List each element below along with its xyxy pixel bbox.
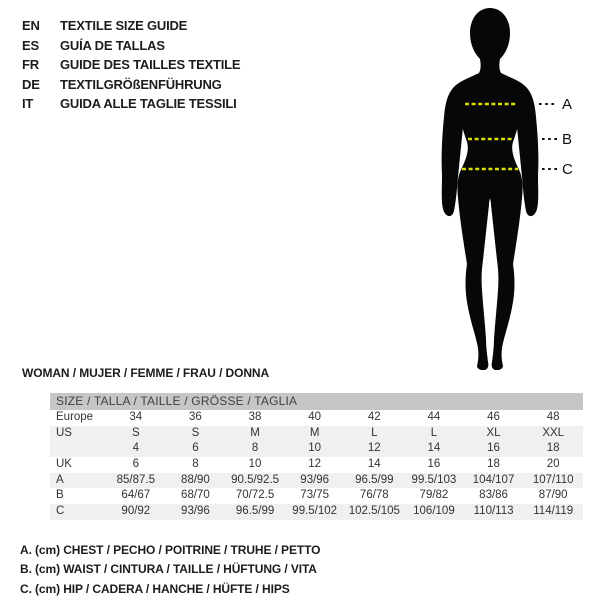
language-title: GUIDA ALLE TAGLIE TESSILI xyxy=(60,96,237,112)
row-label: Europe xyxy=(56,411,94,423)
size-cell: 46 xyxy=(487,411,500,423)
size-cell: 99.5/102 xyxy=(292,505,338,518)
table-row xyxy=(50,473,583,489)
size-cell: 10 xyxy=(308,442,322,455)
table-row xyxy=(50,504,583,520)
size-cell: 68/70 xyxy=(181,489,210,502)
language-code: ES xyxy=(22,37,39,53)
size-cell: M xyxy=(309,426,320,439)
size-cell: S xyxy=(131,426,140,439)
size-cell: 14 xyxy=(367,458,381,471)
size-cell: 85/87.5 xyxy=(116,473,155,486)
language-row xyxy=(22,94,240,114)
size-cell: 48 xyxy=(546,411,560,423)
language-title: GUÍA DE TALLAS xyxy=(60,37,165,53)
legend-line: C. (cm) HIP / CADERA / HANCHE / HÜFTE / HIPS xyxy=(20,581,290,596)
size-cell: 16 xyxy=(487,442,500,455)
size-cell: 38 xyxy=(248,411,262,423)
size-cell: 106/109 xyxy=(413,505,455,518)
language-title: TEXTILGRÖßENFÜHRUNG xyxy=(60,76,222,92)
size-table-header: SIZE / TALLA / TAILLE / GRÖSSE / TAGLIA xyxy=(50,393,583,410)
size-cell: 8 xyxy=(251,442,259,455)
row-label: A xyxy=(56,473,64,486)
size-cell: 42 xyxy=(367,411,381,423)
size-cell: 36 xyxy=(189,411,202,423)
size-cell: 12 xyxy=(367,442,381,455)
size-cell: 10 xyxy=(248,458,262,471)
table-row xyxy=(50,457,583,473)
size-cell: 4 xyxy=(132,442,140,455)
size-cell: 102.5/105 xyxy=(348,505,400,518)
size-cell: 14 xyxy=(427,442,441,455)
size-cell: 20 xyxy=(546,458,560,471)
size-cell: 87/90 xyxy=(538,489,568,502)
size-cell: 70/72.5 xyxy=(235,489,275,502)
measurement-legend xyxy=(20,541,320,599)
row-label: UK xyxy=(56,458,72,471)
size-cell: 44 xyxy=(427,411,441,423)
legend-line: B. (cm) WAIST / CINTURA / TAILLE / HÜFTUNG / VITA xyxy=(20,562,317,577)
size-cell: 93/96 xyxy=(181,505,210,518)
size-cell: XL xyxy=(486,426,501,439)
size-cell: S xyxy=(191,426,200,439)
size-cell: 90.5/92.5 xyxy=(231,473,280,486)
language-row xyxy=(22,55,240,75)
language-title-list xyxy=(22,16,240,114)
size-cell: 96.5/99 xyxy=(355,473,394,486)
language-code: EN xyxy=(22,18,40,33)
size-cell: 93/96 xyxy=(300,473,330,486)
row-label xyxy=(50,441,106,457)
language-row xyxy=(22,16,240,36)
marker-letter-c: C xyxy=(562,161,573,178)
language-row xyxy=(22,75,240,95)
size-cell: 40 xyxy=(308,411,322,423)
size-cell: 18 xyxy=(546,442,560,455)
woman-silhouette-figure xyxy=(405,5,600,370)
size-cell: 18 xyxy=(487,458,500,471)
size-cell: 114/119 xyxy=(533,505,574,518)
language-row xyxy=(22,36,240,56)
table-row xyxy=(50,488,583,504)
size-cell: 90/92 xyxy=(121,505,151,518)
table-row xyxy=(50,441,583,457)
size-cell: 6 xyxy=(192,442,199,455)
language-code: FR xyxy=(22,57,39,73)
size-cell: 6 xyxy=(132,458,140,471)
size-cell: 88/90 xyxy=(181,473,210,486)
size-cell: 104/107 xyxy=(472,473,515,486)
table-row xyxy=(50,426,583,442)
row-label: B xyxy=(56,489,64,502)
size-cell: 96.5/99 xyxy=(235,505,275,518)
language-title: GUIDE DES TAILLES TEXTILE xyxy=(60,57,241,73)
size-cell: 12 xyxy=(308,458,322,471)
marker-letter-a: A xyxy=(562,96,573,113)
size-cell: 8 xyxy=(192,458,199,471)
size-cell: L xyxy=(430,426,438,439)
table-row xyxy=(50,410,583,426)
size-cell: 99.5/103 xyxy=(411,473,457,486)
size-cell: L xyxy=(371,426,378,439)
size-cell: XXL xyxy=(542,426,565,439)
size-cell: 34 xyxy=(129,411,143,423)
language-title: TEXTILE SIZE GUIDE xyxy=(60,18,188,33)
size-table xyxy=(50,393,583,520)
size-table-rows xyxy=(50,410,583,520)
size-cell: 64/67 xyxy=(121,489,151,502)
size-cell: M xyxy=(250,426,260,439)
size-cell: 76/78 xyxy=(359,489,389,502)
language-code: IT xyxy=(22,96,34,112)
row-label: US xyxy=(56,426,72,439)
size-cell: 110/113 xyxy=(473,505,514,518)
woman-silhouette-shape xyxy=(442,8,539,370)
size-cell: 107/110 xyxy=(532,473,574,486)
size-cell: 79/82 xyxy=(419,489,449,502)
size-cell: 16 xyxy=(427,458,441,471)
group-title-woman: WOMAN / MUJER / FEMME / FRAU / DONNA xyxy=(22,366,270,380)
woman-silhouette-svg xyxy=(405,5,600,370)
size-cell: 73/75 xyxy=(300,489,330,502)
legend-line: A. (cm) CHEST / PECHO / POITRINE / TRUHE / PETTO xyxy=(20,543,321,557)
marker-letter-b: B xyxy=(562,131,573,148)
size-cell: 83/86 xyxy=(479,489,508,502)
language-code: DE xyxy=(22,76,40,92)
row-label: C xyxy=(56,505,65,518)
